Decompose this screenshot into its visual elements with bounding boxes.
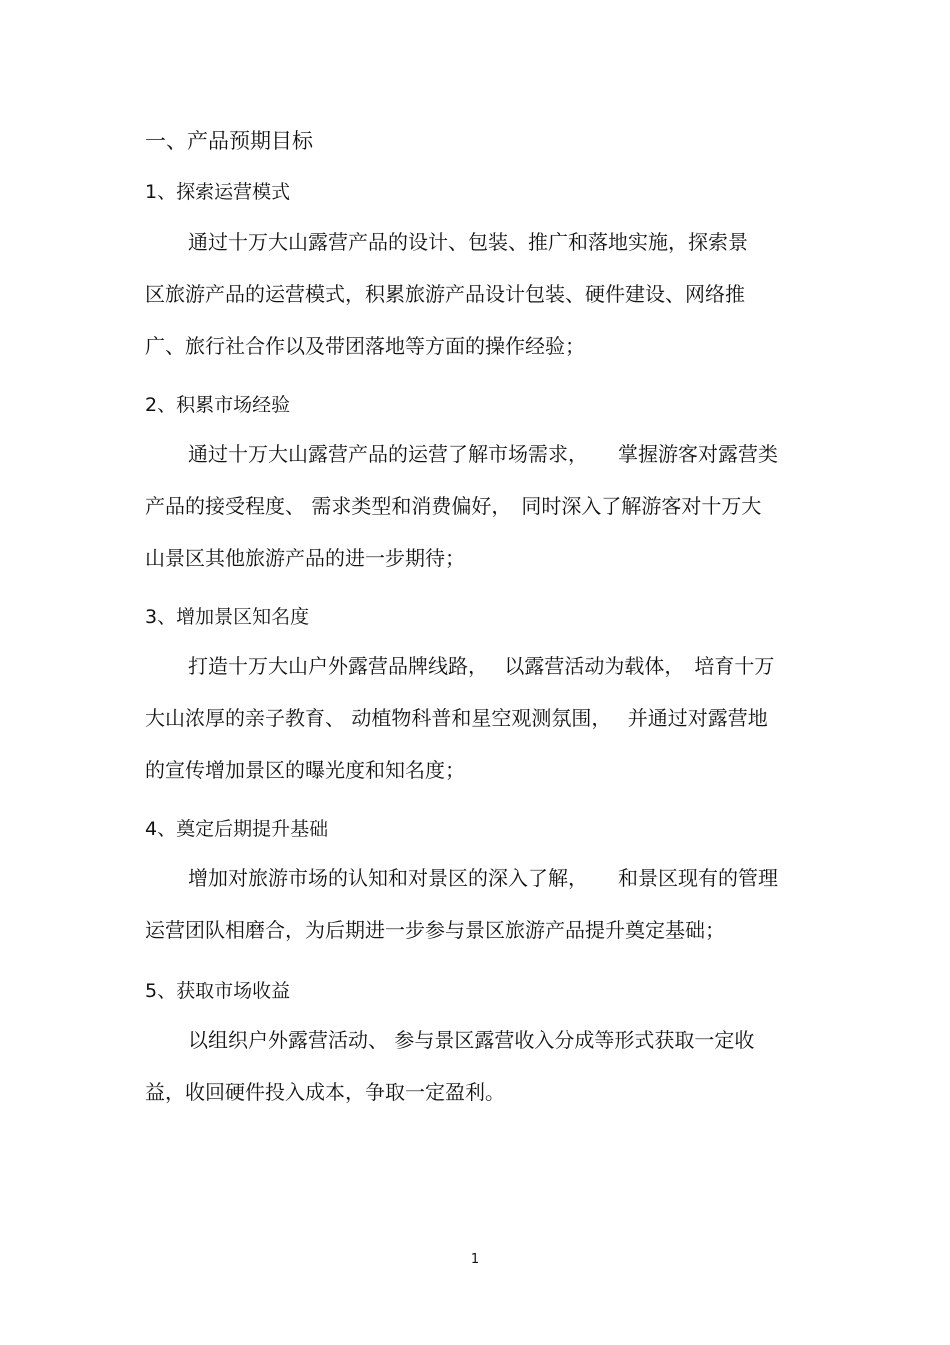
section-heading-2: 2、积累市场经验 [145, 394, 291, 416]
paragraph-line: 大山浓厚的亲子教育、 动植物科普和星空观测氛围， 并通过对露营地 [145, 706, 768, 730]
section-heading-5: 5、获取市场收益 [145, 980, 291, 1002]
page-number: 1 [470, 1252, 480, 1267]
paragraph-line: 通过十万大山露营产品的设计、包装、推广和落地实施，探索景 [188, 230, 748, 254]
paragraph-line: 打造十万大山户外露营品牌线路， 以露营活动为载体， 培育十万 [188, 654, 775, 678]
section-paragraph-5 [145, 1014, 805, 1118]
paragraph-line: 以组织户外露营活动、 参与景区露营收入分成等形式获取一定收 [188, 1028, 755, 1052]
paragraph-line: 增加对旅游市场的认知和对景区的深入了解， 和景区现有的管理 [188, 866, 778, 890]
section-paragraph-1 [145, 216, 805, 372]
section-heading-3: 3、增加景区知名度 [145, 606, 310, 628]
section-paragraph-2 [145, 428, 805, 584]
paragraph-line: 益，收回硬件投入成本，争取一定盈利。 [145, 1080, 505, 1104]
section-heading-1: 1、探索运营模式 [145, 181, 291, 203]
section-heading-4: 4、奠定后期提升基础 [145, 818, 329, 840]
paragraph-line: 的宣传增加景区的曝光度和知名度； [145, 758, 465, 782]
paragraph-line: 广、旅行社合作以及带团落地等方面的操作经验； [145, 334, 585, 358]
paragraph-line: 山景区其他旅游产品的进一步期待； [145, 546, 465, 570]
section-paragraph-4 [145, 852, 805, 956]
section-paragraph-3 [145, 640, 805, 796]
paragraph-line: 通过十万大山露营产品的运营了解市场需求， 掌握游客对露营类 [188, 442, 778, 466]
paragraph-line: 区旅游产品的运营模式，积累旅游产品设计包装、硬件建设、网络推 [145, 282, 745, 306]
paragraph-line: 运营团队相磨合，为后期进一步参与景区旅游产品提升奠定基础； [145, 918, 725, 942]
page-title: 一、产品预期目标 [145, 129, 313, 153]
paragraph-line: 产品的接受程度、 需求类型和消费偏好， 同时深入了解游客对十万大 [145, 494, 762, 518]
